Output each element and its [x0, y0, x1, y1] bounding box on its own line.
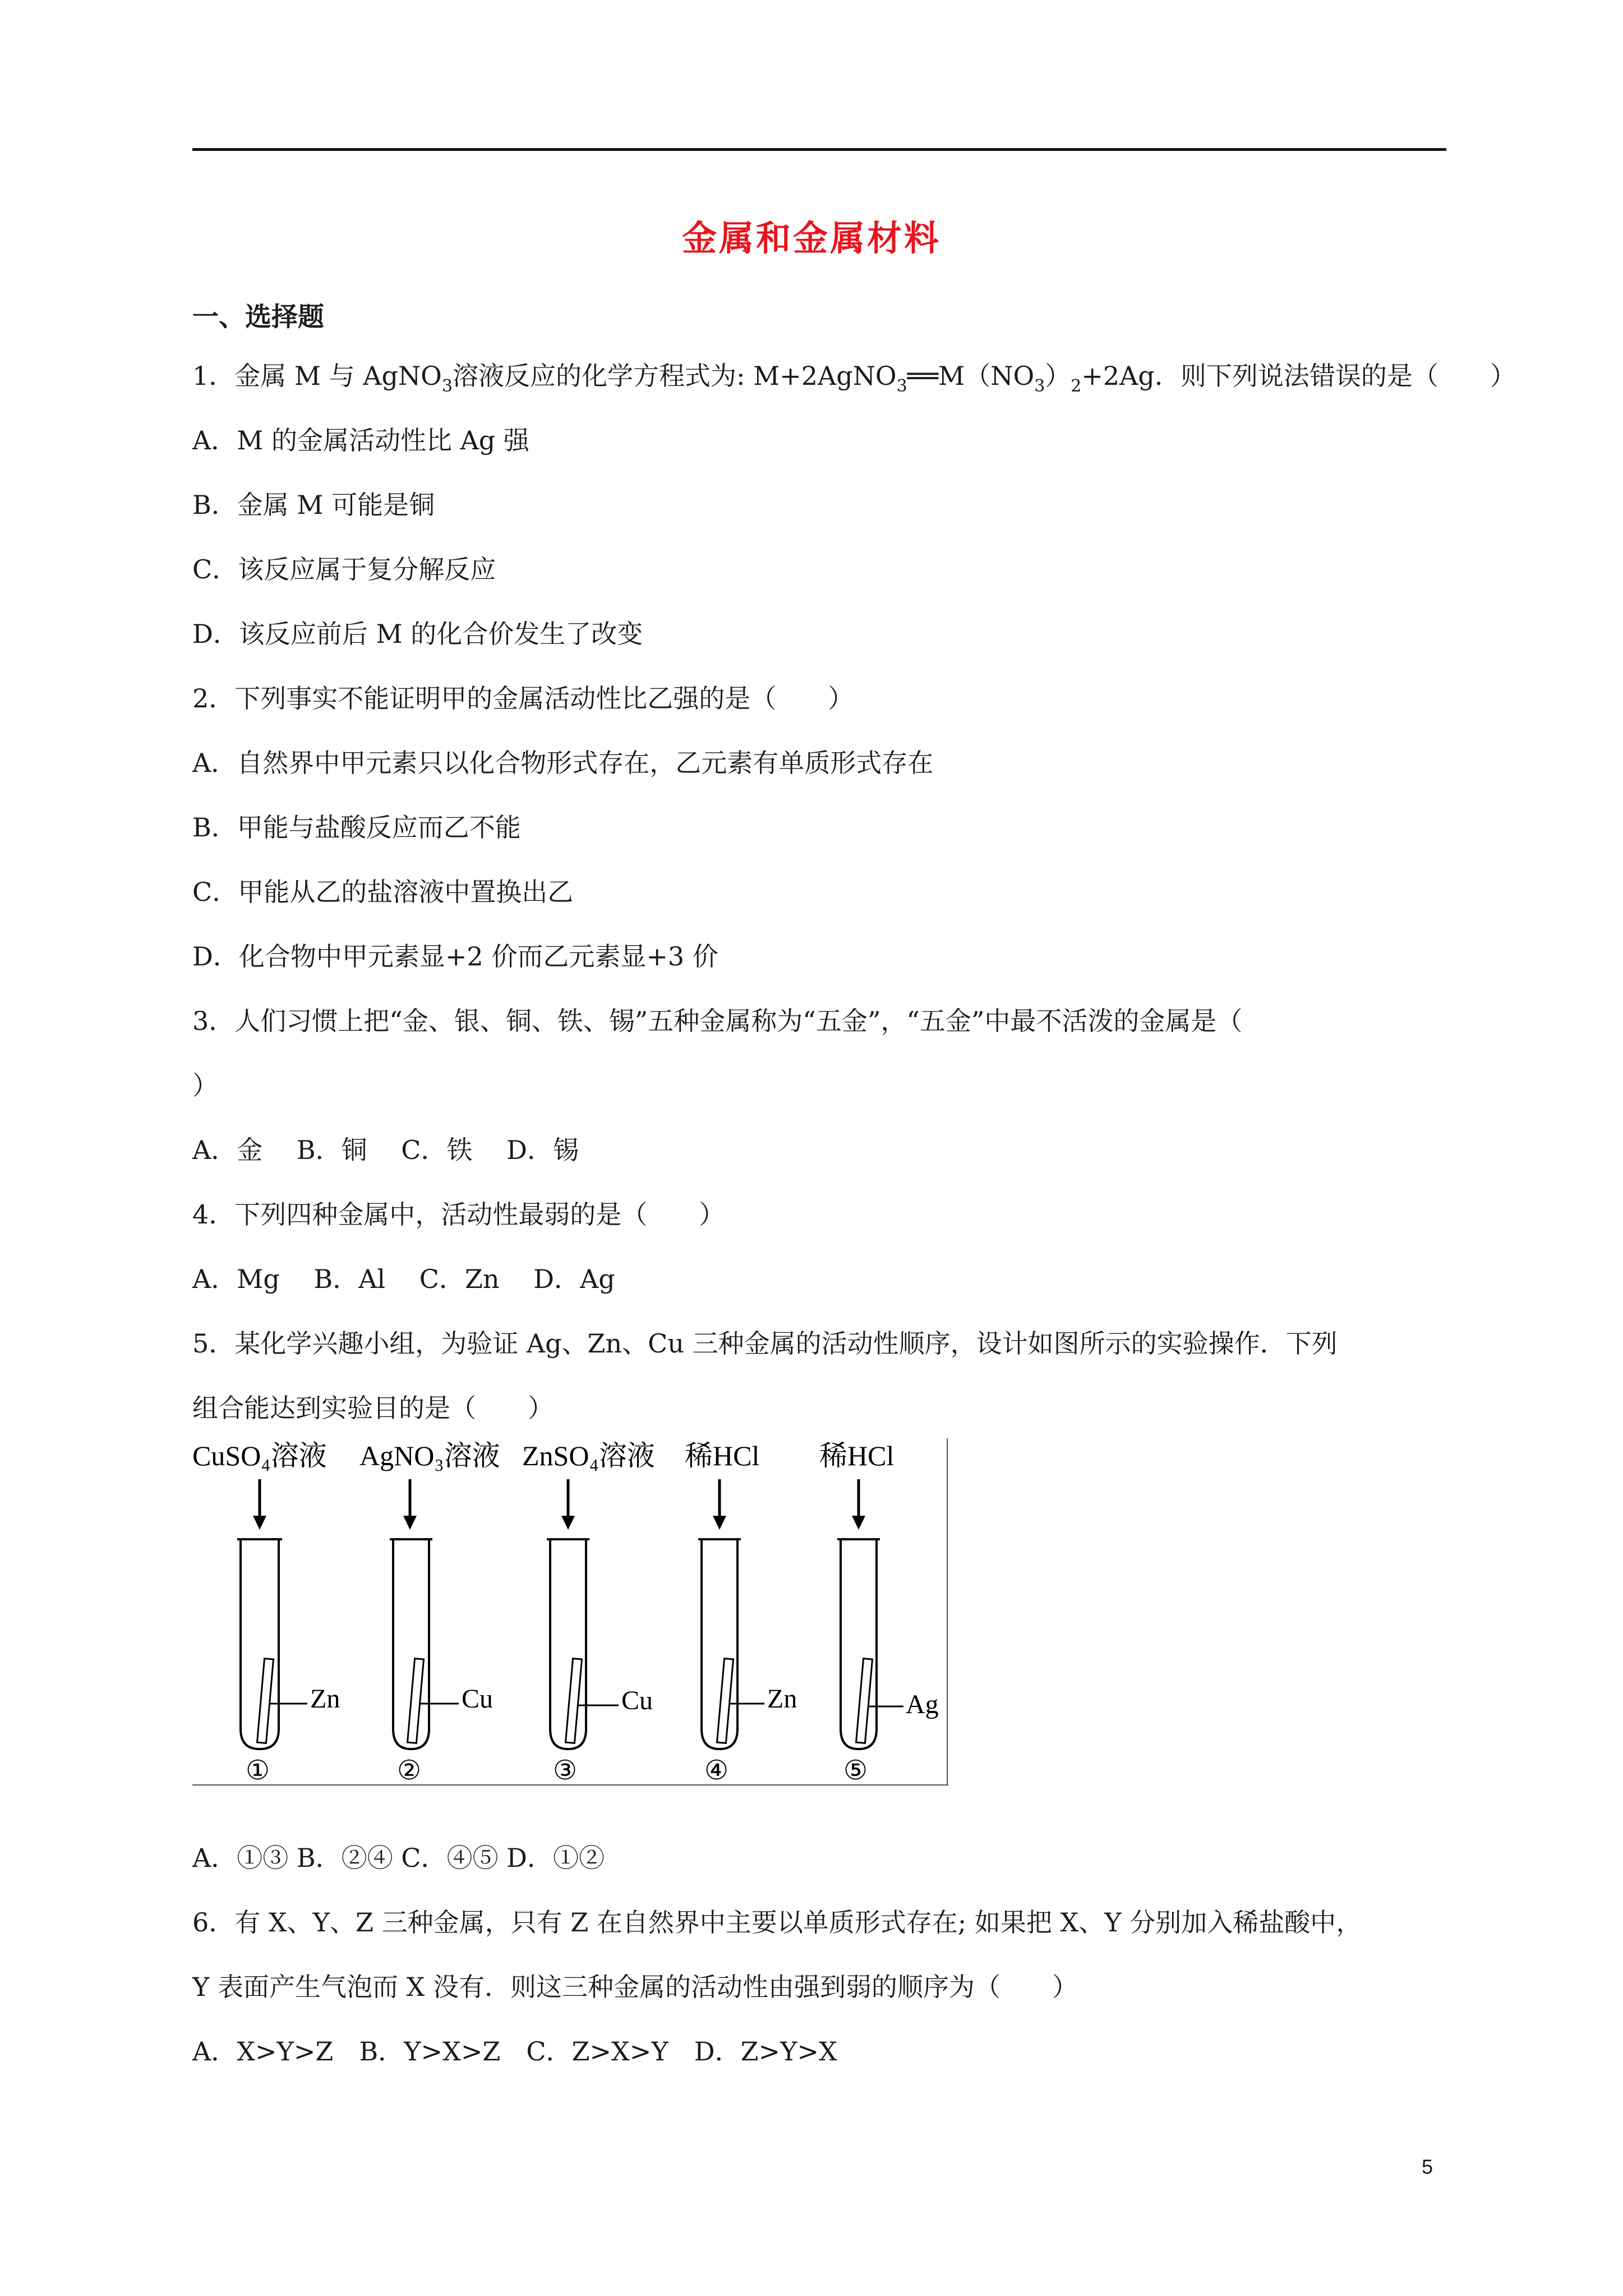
test-tube-3	[522, 1440, 655, 1786]
test-tube-1	[192, 1440, 340, 1786]
page-title: 金属和金属材料	[681, 218, 941, 259]
test-tube-5	[819, 1440, 939, 1786]
tube-2-metal: Cu	[462, 1684, 494, 1714]
q1-stem	[192, 359, 1516, 397]
q1-subscript: 3	[896, 376, 907, 396]
tube-3-number: ③	[553, 1755, 578, 1786]
q2-stem: 2．下列事实不能证明甲的金属活动性比乙强的是（ ）	[192, 683, 854, 714]
header-rule	[192, 148, 1446, 151]
q5-stem-line2: 组合能达到实验目的是（ ）	[192, 1393, 554, 1423]
tube-2-number: ②	[397, 1755, 422, 1786]
q1-stem-part: 1．金属 M 与 AgNO	[192, 361, 442, 391]
q3-stem-line2: ）	[192, 1070, 218, 1101]
tube-3-metal-strip	[565, 1659, 582, 1743]
q3-options: A．金 B．铜 C．铁 D．锡	[192, 1135, 579, 1165]
q1-option-d: D．该反应前后 M 的化合价发生了改变	[192, 619, 643, 649]
tube-5-metal-strip	[856, 1659, 872, 1743]
tube-5-arrow-head	[852, 1516, 865, 1530]
tube-5-number: ⑤	[843, 1755, 868, 1786]
tube-1-metal-strip	[257, 1659, 273, 1743]
q5-options: A．①③ B．②④ C．④⑤ D．①②	[192, 1843, 605, 1873]
tube-4-metal: Zn	[767, 1684, 797, 1714]
page-number: 5	[1422, 2155, 1433, 2178]
q1-subscript: 3	[441, 376, 453, 396]
q1-stem-part: +2Ag．则下列说法错误的是（ ）	[1081, 361, 1516, 391]
q1-stem-part: ）	[1045, 361, 1071, 391]
tube-1-reagent: CuSO₄溶液	[192, 1440, 327, 1471]
test-tube-2	[359, 1440, 500, 1786]
q6-stem-line2: Y 表面产生气泡而 X 没有．则这三种金属的活动性由强到弱的顺序为（ ）	[192, 1972, 1078, 2002]
tube-3-reagent: ZnSO₄溶液	[522, 1440, 655, 1471]
tube-4-arrow-head	[713, 1516, 726, 1530]
tube-1-number: ①	[246, 1755, 270, 1786]
tube-2-reagent: AgNO₃溶液	[359, 1440, 500, 1471]
q2-option-a: A．自然界中甲元素只以化合物形式存在，乙元素有单质形式存在	[192, 748, 934, 778]
q1-option-b: B．金属 M 可能是铜	[192, 490, 435, 520]
tube-4-number: ④	[704, 1755, 729, 1786]
tube-2-arrow-head	[403, 1516, 417, 1530]
q1-subscript: 2	[1071, 376, 1082, 396]
q1-stem-part: ══M（NO	[907, 361, 1035, 391]
q4-options: A．Mg B．Al C．Zn D．Ag	[192, 1264, 615, 1294]
q2-option-b: B．甲能与盐酸反应而乙不能	[192, 812, 521, 843]
tube-1-arrow-head	[253, 1516, 266, 1530]
q1-stem-part: 溶液反应的化学方程式为: M+2AgNO	[452, 361, 897, 391]
test-tube-4	[685, 1440, 797, 1786]
section-heading: 一、选择题	[192, 302, 324, 333]
q3-stem-line1: 3．人们习惯上把“金、银、铜、铁、锡”五种金属称为“五金”，“五金”中最不活泼的金属是（	[192, 1006, 1243, 1036]
tube-2-metal-strip	[407, 1659, 423, 1743]
q1-option-c: C．该反应属于复分解反应	[192, 554, 496, 585]
q2-option-d: D．化合物中甲元素显+2 价而乙元素显+3 价	[192, 941, 718, 972]
q6-stem-line1: 6．有 X、Y、Z 三种金属，只有 Z 在自然界中主要以单质形式存在; 如果把 X、Y 分别加入稀盐酸中，	[192, 1907, 1362, 1938]
tube-4-metal-strip	[717, 1659, 733, 1743]
test-tube-figure	[192, 1437, 951, 1786]
q4-stem: 4．下列四种金属中，活动性最弱的是（ ）	[192, 1199, 725, 1230]
q1-subscript: 3	[1034, 376, 1045, 396]
tube-5-reagent: 稀HCl	[819, 1440, 895, 1471]
q1-option-a: A．M 的金属活动性比 Ag 强	[192, 425, 529, 455]
tube-1-metal: Zn	[310, 1684, 340, 1714]
tube-4-reagent: 稀HCl	[685, 1440, 760, 1471]
tube-3-metal: Cu	[621, 1686, 653, 1715]
tube-5-metal: Ag	[906, 1690, 939, 1719]
q6-options: A．X>Y>Z B．Y>X>Z C．Z>X>Y D．Z>Y>X	[192, 2036, 837, 2067]
q2-option-c: C．甲能从乙的盐溶液中置换出乙	[192, 877, 574, 907]
q5-stem-line1: 5．某化学兴趣小组，为验证 Ag、Zn、Cu 三种金属的活动性顺序，设计如图所示的实验操作．下列	[192, 1328, 1338, 1359]
tube-3-arrow-head	[561, 1516, 575, 1530]
